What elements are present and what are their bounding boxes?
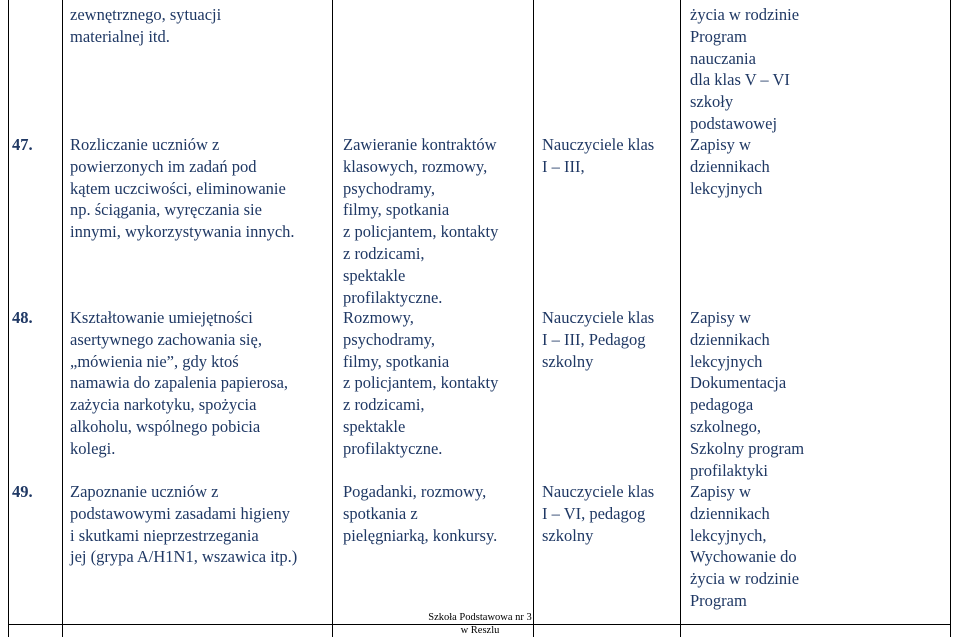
footer-location: w Reszlu — [460, 625, 500, 636]
documentation-text-48: Zapisy w dziennikach lekcyjnych Dokumentacja pedagoga szkolnego, Szkolny program profilaktyki — [690, 308, 805, 480]
methods-text-48: Rozmowy, psychodramy, filmy, spotkania z policjantem, kontakty z rodzicami, spektakle profilaktyczne. — [343, 308, 499, 458]
table-border-left — [8, 0, 9, 637]
task-text-48: Kształtowanie umiejętności asertywnego zachowania się, „mówienia nie”, gdy ktoś namawia do zapalenia papierosa, zażycia narkotyku, spożycia alkoholu, wspólnego pobicia kolegi. — [70, 308, 289, 458]
row-number-49: 49. — [12, 482, 33, 501]
table-border-col1 — [62, 0, 63, 637]
methods-text-49: Pogadanki, rozmowy, spotkania z pielęgniarką, konkursy. — [343, 482, 498, 545]
page-footer — [410, 611, 550, 637]
documentation-text-continued: życia w rodzinie Program nauczania dla klas V – VI szkoły podstawowej — [690, 5, 800, 133]
row-number-47: 47. — [12, 135, 33, 154]
table-border-col2 — [332, 0, 333, 637]
table-border-col3 — [533, 0, 534, 637]
responsible-text-49: Nauczyciele klas I – VI, pedagog szkolny — [542, 482, 655, 545]
responsible-text-47: Nauczyciele klas I – III, — [542, 135, 655, 176]
task-text-continued: zewnętrznego, sytuacji materialnej itd. — [70, 5, 222, 46]
responsible-text-48: Nauczyciele klas I – III, Pedagog szkolny — [542, 308, 655, 371]
table-border-right — [950, 0, 951, 637]
documentation-text-47: Zapisy w dziennikach lekcyjnych — [690, 135, 770, 198]
documentation-text-49: Zapisy w dziennikach lekcyjnych, Wychowanie do życia w rodzinie Program — [690, 482, 800, 610]
row-number-48: 48. — [12, 308, 33, 327]
methods-text-47: Zawieranie kontraktów klasowych, rozmowy, psychodramy, filmy, spotkania z policjantem, kontakty z rodzicami, spektakle profilaktyczne. — [343, 135, 499, 307]
table-border-col4 — [680, 0, 681, 637]
footer-school-name: Szkoła Podstawowa nr 3 — [428, 612, 532, 623]
task-text-47: Rozliczanie uczniów z powierzonych im zadań pod kątem uczciwości, eliminowanie np. ściągania, wyręczania sie innymi, wykorzystywania innych. — [70, 135, 295, 242]
task-text-49: Zapoznanie uczniów z podstawowymi zasadami higieny i skutkami nieprzestrzegania jej (grypa A/H1N1, wszawica itp.) — [70, 482, 298, 567]
